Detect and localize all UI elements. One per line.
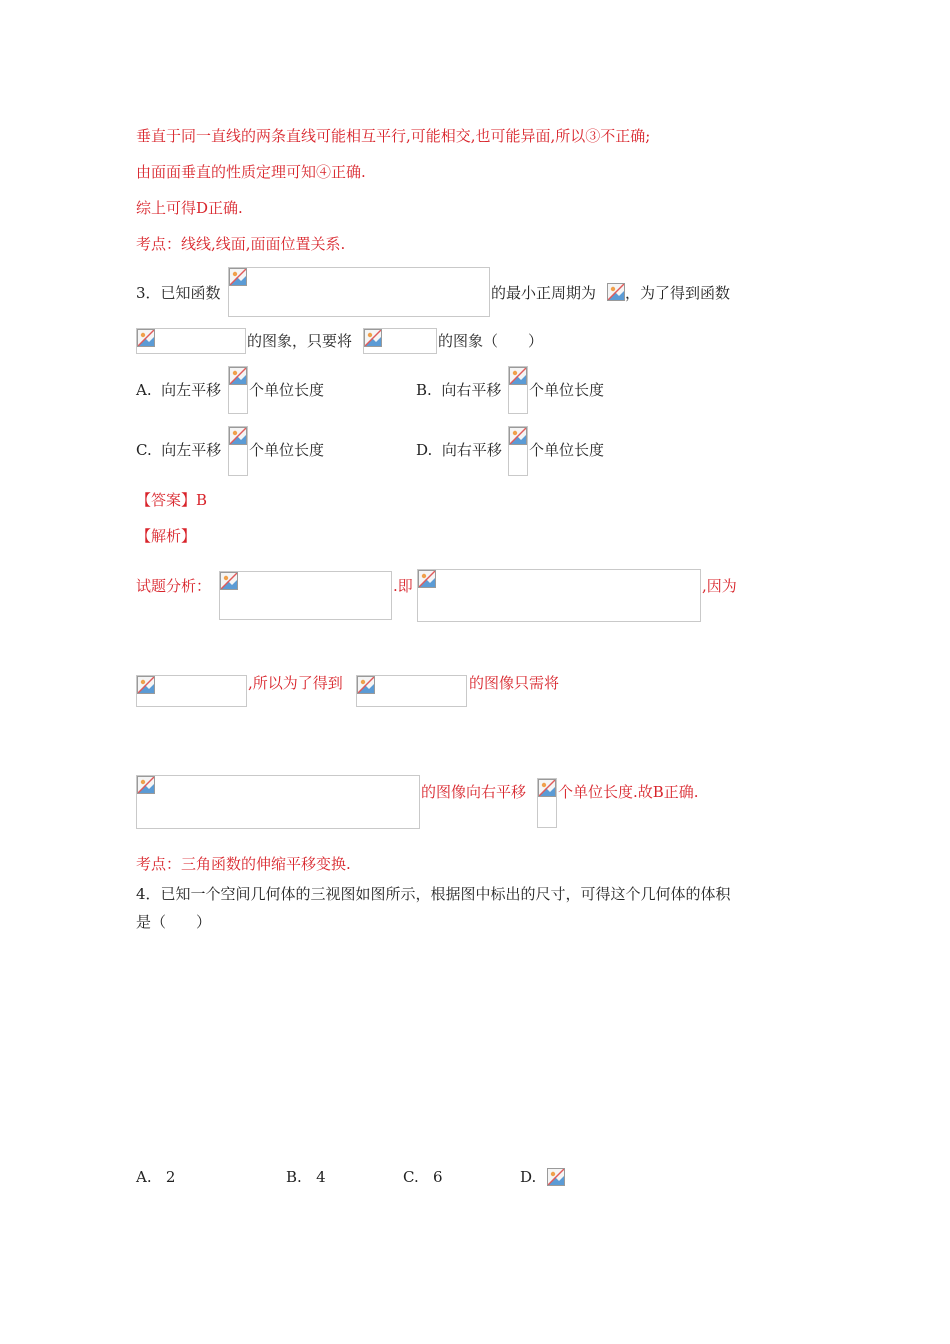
q4-option-c[interactable]	[403, 1167, 443, 1187]
option-text: 向左平移	[161, 441, 222, 459]
option-label: B.	[416, 381, 432, 399]
analysis-text-6: 的图像向右平移	[421, 783, 527, 801]
kaodian-prev: 考点：线线,线面,面面位置关系.	[136, 235, 346, 253]
solution-line-3: 综上可得D正确.	[136, 199, 243, 217]
option-value: 6	[433, 1168, 443, 1186]
q3-option-d[interactable]	[416, 440, 502, 460]
analysis-text-3: ,因为	[702, 577, 737, 595]
option-label: A.	[136, 1168, 152, 1186]
broken-image-icon	[418, 570, 436, 588]
q4-text-line-2: 是（ ）	[136, 913, 212, 931]
formula-image-f	[228, 267, 490, 317]
formula-image-h	[363, 328, 437, 354]
answer-text: 【答案】B	[136, 491, 208, 509]
broken-image-icon	[229, 367, 247, 385]
q3-option-a-post: 个单位长度	[249, 381, 325, 399]
broken-image-icon	[220, 572, 238, 590]
analysis-text-2: .即	[393, 577, 413, 595]
analysis-formula-5	[136, 775, 420, 829]
option-text: 向右平移	[441, 441, 502, 459]
formula-image-shift-d	[508, 426, 528, 476]
broken-image-icon	[509, 367, 527, 385]
q4-option-a[interactable]	[136, 1167, 175, 1187]
q3-text-d: 的图象（ ）	[438, 332, 544, 350]
formula-image-g	[136, 328, 246, 354]
analysis-heading: 【解析】	[136, 527, 197, 545]
q3-option-d-post: 个单位长度	[529, 441, 605, 459]
formula-image-shift-a	[228, 366, 248, 414]
option-label: D.	[520, 1168, 537, 1186]
analysis-formula-2	[417, 569, 701, 622]
option-label: A.	[136, 381, 152, 399]
broken-image-icon	[547, 1168, 565, 1186]
q3-option-c[interactable]	[136, 440, 221, 460]
q3-option-b[interactable]	[416, 380, 501, 400]
broken-image-icon	[137, 329, 155, 347]
q4-option-d[interactable]	[520, 1167, 536, 1187]
option-value: 4	[316, 1168, 326, 1186]
q3-text-b: ，为了得到函数	[625, 284, 731, 302]
q3-number-text: 3．已知函数	[136, 284, 221, 302]
broken-image-icon	[357, 676, 375, 694]
broken-image-icon	[229, 268, 247, 286]
analysis-text-7: 个单位长度.故B正确.	[558, 783, 699, 801]
option-text: 向左平移	[161, 381, 222, 399]
option-label: C.	[136, 441, 152, 459]
analysis-formula-4	[356, 675, 467, 707]
analysis-text-5: 的图像只需将	[469, 674, 560, 692]
formula-image-q4-d	[547, 1168, 565, 1186]
analysis-formula-6	[537, 778, 557, 828]
broken-image-icon	[364, 329, 382, 347]
analysis-text-1: 试题分析：	[136, 577, 212, 595]
q4-text-line-1: 4．已知一个空间几何体的三视图如图所示，根据图中标出的尺寸，可得这个几何体的体积	[136, 885, 731, 903]
q3-text-a: 的最小正周期为	[491, 284, 597, 302]
analysis-formula-1	[219, 571, 392, 620]
analysis-formula-3	[136, 675, 247, 707]
formula-image-shift-b	[508, 366, 528, 414]
option-label: C.	[403, 1168, 419, 1186]
broken-image-icon	[137, 776, 155, 794]
solution-line-2: 由面面垂直的性质定理可知④正确.	[136, 163, 366, 181]
broken-image-icon	[229, 427, 247, 445]
broken-image-icon	[607, 283, 625, 301]
option-label: B.	[286, 1168, 302, 1186]
q3-option-c-post: 个单位长度	[249, 441, 325, 459]
broken-image-icon	[538, 779, 556, 797]
analysis-text-4: ,所以为了得到	[248, 674, 343, 692]
solution-line-1: 垂直于同一直线的两条直线可能相互平行,可能相交,也可能异面,所以③不正确;	[136, 127, 651, 145]
q4-option-b[interactable]	[286, 1167, 326, 1187]
formula-image-period	[607, 283, 625, 301]
broken-image-icon	[137, 676, 155, 694]
formula-image-shift-c	[228, 426, 248, 476]
option-value: 2	[165, 1168, 176, 1186]
q3-text-c: 的图象，只要将	[247, 332, 353, 350]
q3-option-a[interactable]	[136, 380, 221, 400]
kaodian-q3: 考点：三角函数的伸缩平移变换.	[136, 855, 351, 873]
broken-image-icon	[509, 427, 527, 445]
q3-option-b-post: 个单位长度	[529, 381, 605, 399]
option-label: D.	[416, 441, 433, 459]
option-text: 向右平移	[441, 381, 502, 399]
